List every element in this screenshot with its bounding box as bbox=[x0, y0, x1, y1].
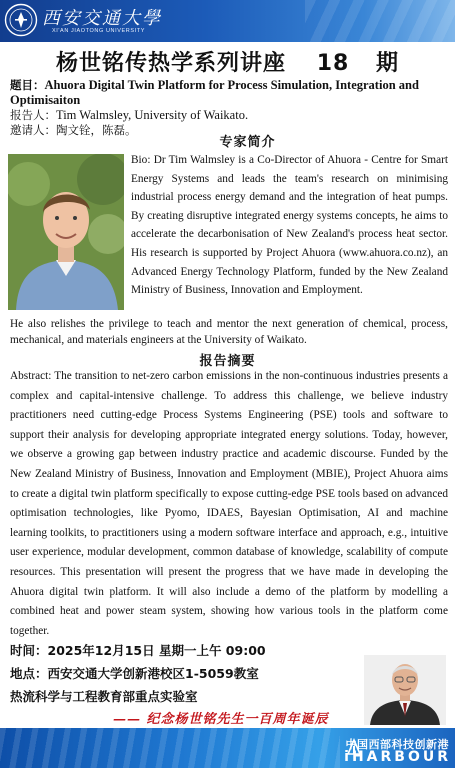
issue-unit: 期 bbox=[375, 51, 399, 76]
time-row bbox=[10, 641, 266, 659]
location-row bbox=[10, 664, 259, 682]
inviter-label: 邀请人： bbox=[10, 123, 56, 137]
inviter-text: 陶文铨，陈磊。 bbox=[56, 123, 137, 137]
topic-text: Ahuora Digital Twin Platform for Process Simulation, Integration and Optimisaiton bbox=[10, 78, 419, 107]
memorial-tribute: —— 纪念杨世铭先生一百周年诞辰 bbox=[113, 712, 329, 727]
university-name-english: XI'AN JIAOTONG UNIVERSITY bbox=[52, 28, 145, 34]
series-title: 杨世铭传热学系列讲座 bbox=[56, 51, 287, 76]
speaker-text: Tim Walmsley, University of Waikato. bbox=[56, 108, 249, 122]
time-label: 时间： bbox=[10, 643, 48, 658]
elder-portrait-icon bbox=[364, 655, 446, 725]
abstract-text: Abstract: The transition to net-zero carbon emissions in the non-continuous industries presents a complex and capital-intensive challenge. To address this challenge, we believe industry practitioners need cutting-edge Process Systems Engineering (PSE) tools and software to support their analysis for developing appropriate integrated energy solutions. Today, however, we observe a growing gap between industry practice and academic discourse. Funded by the New Zealand Ministry of Business, Innovation and Employment (MBIE), Project Ahuora aims to create a digital twin platform specifically to expose cutting-edge PSE tools based on advanced optimisation technologies, like Pyomo, IDAES, Bayesian Optimisation, AI and machine learning toolkits, to practitioners using a modern software interface and approach, e.g., intuitive user experience, modular development, common database of knowledge, scalability of compute resources. This presentation will present the progress that we have made in developing the Ahuora digital twin platform. It will also include a demo of the platform by modelling a combined heat and power steam system, showing how various tools in the platform come together. bbox=[10, 370, 448, 637]
university-name: 西安交通大學 bbox=[42, 8, 162, 29]
footer-chinese-name: 中国西部科技创新港 bbox=[345, 738, 449, 751]
bio-heading: 专家简介 bbox=[219, 135, 276, 150]
university-seal-icon bbox=[4, 3, 38, 37]
page-title bbox=[0, 46, 455, 77]
speaker-photo bbox=[8, 154, 124, 310]
speaker-label: 报告人： bbox=[10, 108, 56, 122]
footer-english-name: iHARBOUR bbox=[344, 749, 451, 765]
bio-continued-text: He also relishes the privilege to teach and mentor the next generation of chemical, process, mechanical, and materials engineers at the University of Waikato. bbox=[10, 318, 448, 346]
speaker-portrait-icon bbox=[8, 154, 124, 310]
yang-shiming-portrait bbox=[364, 655, 446, 725]
location-label: 地点： bbox=[10, 666, 48, 681]
abstract-heading: 报告摘要 bbox=[199, 354, 256, 369]
lecture-info bbox=[10, 78, 450, 138]
time-value: 2025年12月15日 星期一上午 09:00 bbox=[47, 643, 266, 658]
organizer: 热流科学与工程教育部重点实验室 bbox=[10, 689, 198, 704]
footer-band bbox=[0, 728, 455, 768]
issue-number: 18 bbox=[316, 51, 350, 76]
location-value: 西安交通大学创新港校区1-5059教室 bbox=[47, 666, 259, 681]
university-header-band bbox=[0, 0, 455, 42]
bio-text: Bio: Dr Tim Walmsley is a Co-Director of Ahuora - Centre for Smart Energy Systems and leads the team's research on minimising industrial process energy demand and the integration of heat pumps. By creating disruptive integrated energy systems concepts, he aims to accelerate the decarbonisation of New Zealand's process heat sector. His research is supported by Project Ahuora (www.ahuora.co.nz), an Advanced Energy Technology Platform, funded by the New Zealand Ministry of Business, Innovation and Employment. bbox=[131, 154, 448, 297]
topic-label: 题目： bbox=[10, 78, 45, 92]
